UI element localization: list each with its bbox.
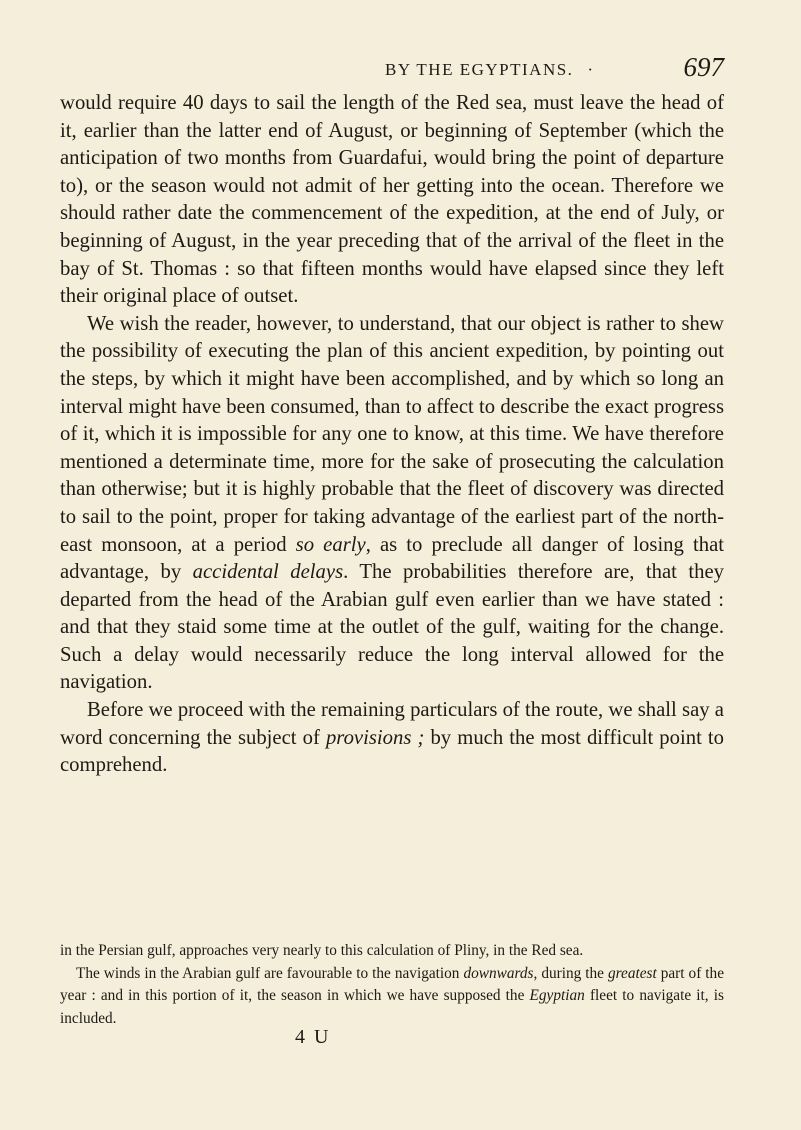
paragraph-2-emphasis-2: accidental delays (192, 561, 344, 584)
running-title-separator: · (587, 60, 595, 79)
footnote-2-text-c: part of the year : and in this portion of it, the season in which we have supposed the (60, 964, 724, 1004)
running-title (385, 60, 595, 80)
paragraph-1-text: would require 40 days to sail the length of the Red sea, must leave the head of it, earlier than the latter end of August, or beginning of September (which the anticipation of two months from Guardafui, would bring the point of departure to), or the season would not admit of her getting into the ocean. Therefore we should rather date the commencement of the expedition, at the end of July, or beginning of August, in the year preceding that of the arrival of the fleet in the bay of St. Thomas : so that fifteen months would have elapsed since they left their original place of outset. (60, 92, 724, 308)
paragraph-3 (60, 697, 724, 780)
footnote-2-text-b: , during the (533, 964, 608, 982)
main-text (60, 90, 724, 780)
footnote-2-emphasis-2: greatest (608, 964, 657, 982)
footnote-1-text: in the Persian gulf, approaches very nearly to this calculation of Pliny, in the Red sea. (60, 942, 584, 959)
paragraph-2 (60, 311, 724, 697)
footnote-2-text-a: The winds in the Arabian gulf are favourable to the navigation (76, 964, 464, 982)
paragraph-2-emphasis-1: so early (295, 533, 366, 556)
footnote-2-emphasis-1: downwards (463, 964, 534, 982)
paragraph-3-emphasis: provisions ; (325, 726, 425, 749)
running-head (60, 52, 724, 88)
paragraph-3-text-a: Before we proceed with the remaining particulars of the route, we shall say a word concerning the subject of (60, 699, 724, 749)
paragraph-2-text-a: We wish the reader, however, to understand, that our object is rather to shew the possibility of executing the plan of this ancient expedition, by pointing out the steps, by which it might have been accomplished, and by which so long an interval might have been consumed, than to affect to describe the exact progress of it, which it is impossible for any one to know, at this time. We have therefore mentioned a determinate time, more for the sake of prosecuting the calculation than otherwise; but it is highly probable that the fleet of discovery was directed to sail to the point, proper for taking advantage of the earliest part of the north-east monsoon, at a period (60, 312, 724, 556)
footnote-2-emphasis-3: Egyptian (529, 987, 585, 1004)
footnote-2 (60, 963, 724, 1031)
running-title-text: BY THE EGYPTIANS. (385, 60, 574, 79)
signature-mark: 4 U (295, 1026, 331, 1048)
paragraph-2-text-b: , as to preclude all danger of losing that advantage, by (60, 533, 724, 584)
paragraph-1 (60, 90, 724, 311)
footnote-1 (60, 940, 724, 963)
paragraph-2-text-c: . The probabilities therefore are, that they departed from the head of the Arabian gulf even earlier than we have stated : and that they staid some time at the outlet of the gulf, waiting for the change. Such a delay would necessarily reduce the long interval allowed for the navigation. (60, 561, 724, 694)
page-number: 697 (683, 52, 724, 82)
paragraph-3-text-b: by much the most difficult point to comprehend. (60, 726, 725, 777)
footnotes (60, 940, 724, 1030)
footnote-2-text-d: fleet to navigate it, is included. (60, 987, 724, 1027)
